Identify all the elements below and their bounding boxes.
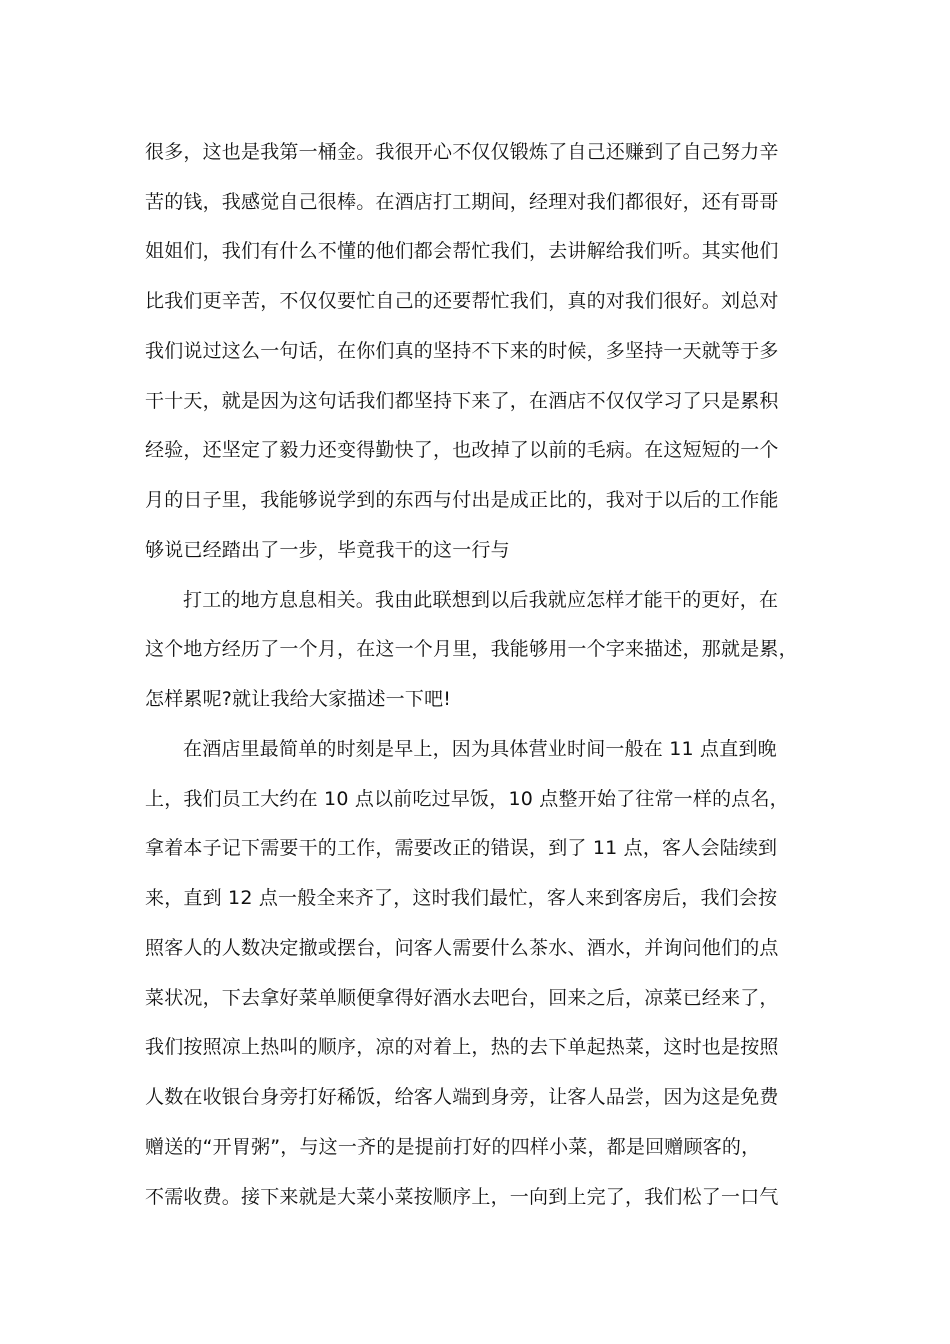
paragraph-line: 干十天，就是因为这句话我们都坚持下来了，在酒店不仅仅学习了只是累积 [145,390,779,412]
paragraph-line: 姐姐们，我们有什么不懂的他们都会帮忙我们，去讲解给我们听。其实他们 [145,240,779,262]
paragraph-line: 月的日子里，我能够说学到的东西与付出是成正比的，我对于以后的工作能 [145,489,779,511]
paragraph-line: 打工的地方息息相关。我由此联想到以后我就应怎样才能干的更好，在 [183,589,779,611]
paragraph-line: 来，直到 12 点一般全来齐了，这时我们最忙，客人来到客房后，我们会按 [145,887,778,909]
paragraph-line: 这个地方经历了一个月，在这一个月里，我能够用一个字来描述，那就是累， [145,638,798,660]
paragraph-line: 够说已经踏出了一步，毕竟我干的这一行与 [145,539,510,561]
paragraph-line: 人数在收银台身旁打好稀饭，给客人端到身旁，让客人品尝，因为这是免费 [145,1086,779,1108]
paragraph-line: 我们按照凉上热叫的顺序，凉的对着上，热的去下单起热菜，这时也是按照 [145,1036,779,1058]
paragraph-line: 怎样累呢?就让我给大家描述一下吧! [145,688,452,710]
paragraph-line: 上，我们员工大约在 10 点以前吃过早饭，10 点整开始了往常一样的点名， [145,788,789,810]
paragraph-line: 菜状况，下去拿好菜单顺便拿得好酒水去吧台，回来之后，凉菜已经来了， [145,987,779,1009]
paragraph-line: 我们说过这么一句话，在你们真的坚持不下来的时候，多坚持一天就等于多 [145,340,779,362]
paragraph-line: 苦的钱，我感觉自己很棒。在酒店打工期间，经理对我们都很好，还有哥哥 [145,191,779,213]
paragraph-line: 经验，还坚定了毅力还变得勤快了，也改掉了以前的毛病。在这短短的一个 [145,439,779,461]
paragraph-line: 照客人的人数决定撤或摆台，问客人需要什么茶水、酒水，并询问他们的点 [145,937,779,959]
paragraph-line: 比我们更辛苦，不仅仅要忙自己的还要帮忙我们，真的对我们很好。刘总对 [145,290,779,312]
paragraph-line: 不需收费。接下来就是大菜小菜按顺序上，一向到上完了，我们松了一口气 [145,1186,779,1208]
paragraph-line: 很多，这也是我第一桶金。我很开心不仅仅锻炼了自己还赚到了自己努力辛 [145,141,779,163]
paragraph-line: 赠送的“开胃粥”，与这一齐的是提前打好的四样小菜，都是回赠顾客的， [145,1136,761,1158]
paragraph-line: 在酒店里最简单的时刻是早上，因为具体营业时间一般在 11 点直到晚 [183,738,777,760]
paragraph-line: 拿着本子记下需要干的工作，需要改正的错误，到了 11 点，客人会陆续到 [145,837,778,859]
